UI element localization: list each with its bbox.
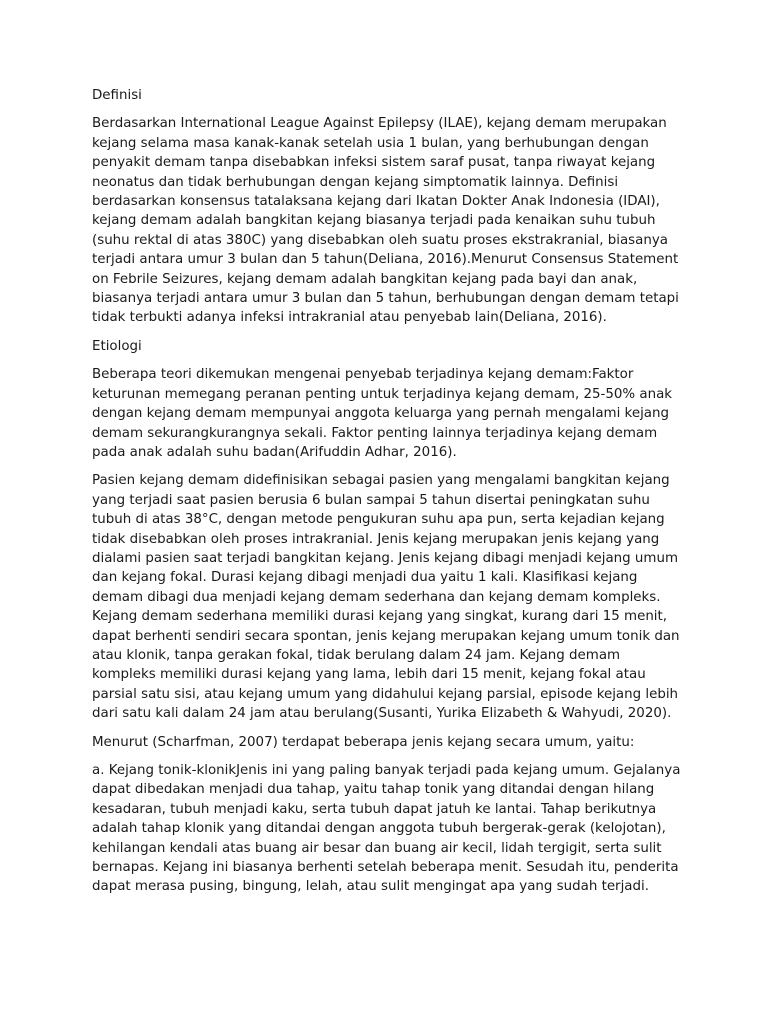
paragraph-menurut: Menurut (Scharfman, 2007) terdapat beberapa jenis kejang secara umum, yaitu: — [92, 734, 635, 750]
document-page — [92, 86, 682, 906]
heading-definisi: Definisi — [92, 88, 142, 103]
paragraph-definisi: Berdasarkan International League Against Epilepsy (ILAE), kejang demam merupakan kejang selama masa kanak-kanak setelah usia 1 bulan, yang berhubungan dengan penyakit demam tanpa disebabkan infeksi sistem saraf pusat, tanpa riwayat kejang neonatus dan tidak berhubungan dengan kejang simptomatik lainnya. Definisi berdasarkan konsensus tatalaksana kejang dari Ikatan Dokter Anak Indonesia (IDAI), kejang demam adalah bangkitan kejang biasanya terjadi pada kenaikan suhu tubuh (suhu rektal di atas 380C) yang disebabkan oleh suatu proses ekstrakranial, biasanya terjadi antara umur 3 bulan dan 5 tahun(Deliana, 2016).Menurut Consensus Statement on Febrile Seizures, kejang demam adalah bangkitan kejang pada bayi dan anak, biasanya terjadi antara umur 3 bulan dan 5 tahun, berhubungan dengan demam tetapi tidak terbukti adanya infeksi intrakranial atau penyebab lain(Deliana, 2016). — [92, 116, 679, 326]
paragraph-tonik-klonik: a. Kejang tonik-klonikJenis ini yang paling banyak terjadi pada kejang umum. Gejalanya dapat dibedakan menjadi dua tahap, yaitu tahap tonik yang ditandai dengan hilang kesadaran, tubuh menjadi kaku, serta tubuh dapat jatuh ke lantai. Tahap berikutnya adalah tahap klonik yang ditandai dengan anggota tubuh bergerak-gerak (kelojotan), kehilangan kendali atas buang air besar dan buang air kecil, lidah tergigit, serta sulit bernapas. Kejang ini biasanya berhenti setelah beberapa menit. Sesudah itu, penderita dapat merasa pusing, bingung, lelah, atau sulit mengingat apa yang sudah terjadi. — [92, 763, 681, 895]
paragraph-etiologi-theory: Beberapa teori dikemukan mengenai penyebab terjadinya kejang demam:Faktor keturunan memegang peranan penting untuk terjadinya kejang demam, 25-50% anak dengan kejang demam mempunyai anggota keluarga yang pernah mengalami kejang demam sekurangkurangnya sekali. Faktor penting lainnya terjadinya kejang demam pada anak adalah suhu badan(Arifuddin Adhar, 2016). — [92, 367, 673, 460]
paragraph-etiologi-patient: Pasien kejang demam didefinisikan sebagai pasien yang mengalami bangkitan kejang yang terjadi saat pasien berusia 6 bulan sampai 5 tahun disertai peningkatan suhu tubuh di atas 38°C, dengan metode pengukuran suhu apa pun, serta kejadian kejang tidak disebabkan oleh proses intrakranial. Jenis kejang merupakan jenis kejang yang dialami pasien saat terjadi bangkitan kejang. Jenis kejang dibagi menjadi kejang umum dan kejang fokal. Durasi kejang dibagi menjadi dua yaitu 1 kali. Klasifikasi kejang demam dibagi dua menjadi kejang demam sederhana dan kejang demam kompleks. Kejang demam sederhana memiliki durasi kejang yang singkat, kurang dari 15 menit, dapat berhenti sendiri secara spontan, jenis kejang merupakan kejang umum tonik dan atau klonik, tanpa gerakan fokal, tidak berulang dalam 24 jam. Kejang demam kompleks memiliki durasi kejang yang lama, lebih dari 15 menit, kejang fokal atau parsial satu sisi, atau kejang umum yang didahului kejang parsial, episode kejang lebih dari satu kali dalam 24 jam atau berulang(Susanti, Yurika Elizabeth & Wahyudi, 2020). — [92, 473, 680, 722]
heading-etiologi: Etiologi — [92, 338, 142, 354]
